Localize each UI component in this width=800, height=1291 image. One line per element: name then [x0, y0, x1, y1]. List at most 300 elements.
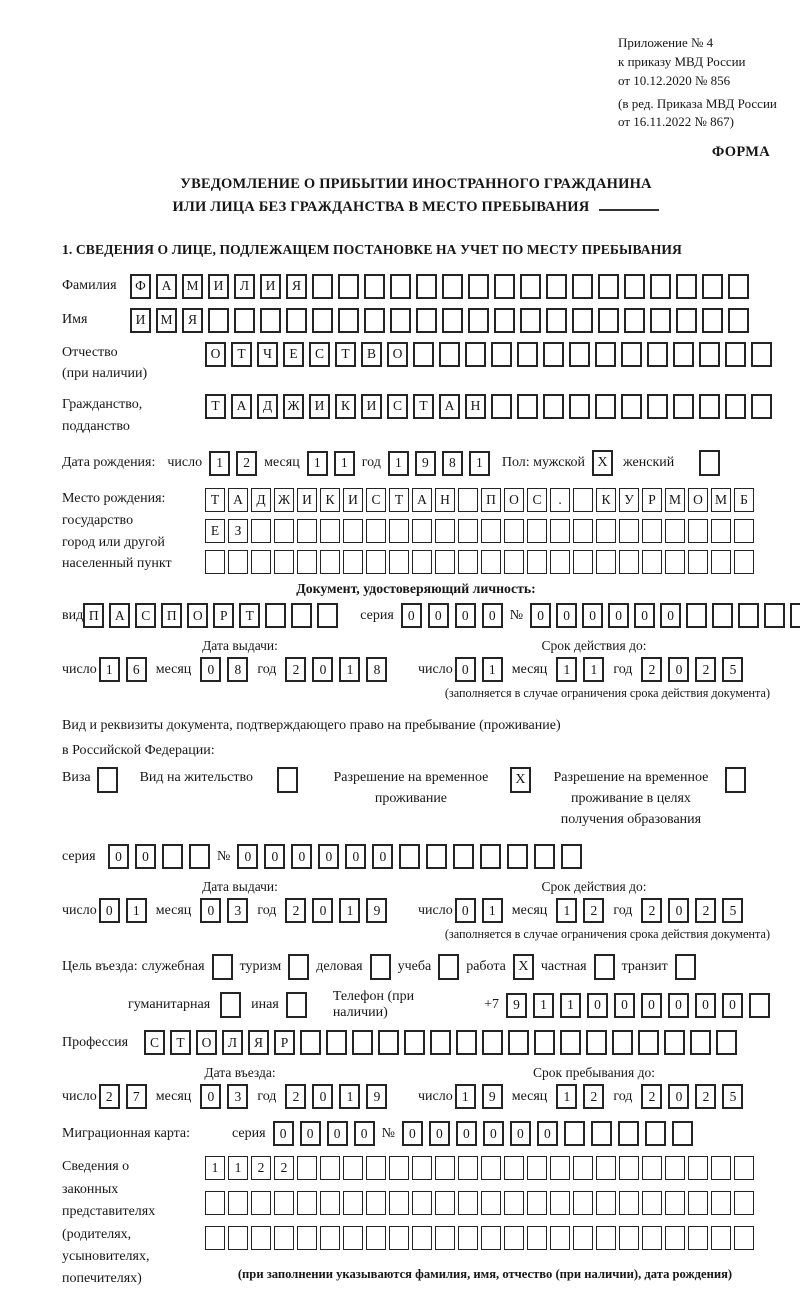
- char-box[interactable]: [734, 1156, 754, 1180]
- char-box[interactable]: Н: [465, 394, 486, 419]
- char-box[interactable]: 5: [722, 657, 743, 682]
- char-box[interactable]: [550, 550, 570, 574]
- char-box[interactable]: [404, 1030, 425, 1055]
- char-box[interactable]: [711, 519, 731, 543]
- char-box[interactable]: [619, 519, 639, 543]
- char-box[interactable]: 2: [99, 1084, 120, 1109]
- char-box[interactable]: [435, 550, 455, 574]
- char-box[interactable]: [162, 844, 183, 869]
- char-box[interactable]: [673, 394, 694, 419]
- char-box[interactable]: 0: [237, 844, 258, 869]
- char-box[interactable]: [650, 308, 671, 333]
- char-box[interactable]: [764, 603, 785, 628]
- char-box[interactable]: 0: [668, 898, 689, 923]
- char-box[interactable]: 9: [366, 898, 387, 923]
- char-box[interactable]: 2: [641, 657, 662, 682]
- char-box[interactable]: Д: [251, 488, 271, 512]
- char-box[interactable]: 1: [455, 1084, 476, 1109]
- char-box[interactable]: 1: [482, 657, 503, 682]
- char-box[interactable]: [527, 1226, 547, 1250]
- purpose-private-checkbox[interactable]: [594, 954, 615, 980]
- char-box[interactable]: [738, 603, 759, 628]
- char-box[interactable]: 0: [312, 657, 333, 682]
- char-box[interactable]: 1: [388, 451, 409, 476]
- char-box[interactable]: [702, 308, 723, 333]
- char-box[interactable]: [343, 519, 363, 543]
- char-box[interactable]: 0: [455, 898, 476, 923]
- char-box[interactable]: [573, 550, 593, 574]
- char-box[interactable]: С: [527, 488, 547, 512]
- char-box[interactable]: 2: [285, 898, 306, 923]
- char-box[interactable]: [504, 550, 524, 574]
- char-box[interactable]: [458, 519, 478, 543]
- temp-residence-checkbox[interactable]: X: [510, 767, 531, 793]
- char-box[interactable]: Т: [239, 603, 260, 628]
- char-box[interactable]: И: [208, 274, 229, 299]
- purpose-transit-checkbox[interactable]: [675, 954, 696, 980]
- char-box[interactable]: Ч: [257, 342, 278, 367]
- char-box[interactable]: А: [228, 488, 248, 512]
- char-box[interactable]: [430, 1030, 451, 1055]
- char-box[interactable]: [481, 1226, 501, 1250]
- char-box[interactable]: 1: [126, 898, 147, 923]
- char-box[interactable]: [527, 550, 547, 574]
- char-box[interactable]: [389, 519, 409, 543]
- char-box[interactable]: [751, 342, 772, 367]
- char-box[interactable]: 0: [135, 844, 156, 869]
- char-box[interactable]: И: [309, 394, 330, 419]
- char-box[interactable]: [573, 488, 593, 512]
- purpose-tourism-checkbox[interactable]: [288, 954, 309, 980]
- char-box[interactable]: К: [335, 394, 356, 419]
- char-box[interactable]: [596, 1226, 616, 1250]
- char-box[interactable]: 2: [641, 898, 662, 923]
- char-box[interactable]: [399, 844, 420, 869]
- char-box[interactable]: [205, 1226, 225, 1250]
- char-box[interactable]: 3: [227, 898, 248, 923]
- char-box[interactable]: [458, 550, 478, 574]
- char-box[interactable]: [595, 342, 616, 367]
- char-box[interactable]: [527, 1156, 547, 1180]
- char-box[interactable]: [573, 1226, 593, 1250]
- char-box[interactable]: [711, 1191, 731, 1215]
- char-box[interactable]: О: [387, 342, 408, 367]
- char-box[interactable]: 7: [126, 1084, 147, 1109]
- char-box[interactable]: А: [109, 603, 130, 628]
- purpose-study-checkbox[interactable]: [438, 954, 459, 980]
- char-box[interactable]: [734, 1191, 754, 1215]
- char-box[interactable]: [618, 1121, 639, 1146]
- char-box[interactable]: [389, 1226, 409, 1250]
- char-box[interactable]: Т: [335, 342, 356, 367]
- char-box[interactable]: [481, 1191, 501, 1215]
- char-box[interactable]: [598, 308, 619, 333]
- char-box[interactable]: [517, 394, 538, 419]
- char-box[interactable]: [711, 1226, 731, 1250]
- char-box[interactable]: 2: [274, 1156, 294, 1180]
- char-box[interactable]: С: [135, 603, 156, 628]
- char-box[interactable]: [228, 550, 248, 574]
- char-box[interactable]: С: [309, 342, 330, 367]
- char-box[interactable]: [638, 1030, 659, 1055]
- visa-checkbox[interactable]: [97, 767, 118, 793]
- char-box[interactable]: 0: [200, 1084, 221, 1109]
- char-box[interactable]: [251, 519, 271, 543]
- char-box[interactable]: [364, 308, 385, 333]
- char-box[interactable]: [572, 308, 593, 333]
- char-box[interactable]: 0: [530, 603, 551, 628]
- char-box[interactable]: 1: [228, 1156, 248, 1180]
- char-box[interactable]: [317, 603, 338, 628]
- char-box[interactable]: П: [161, 603, 182, 628]
- char-box[interactable]: [300, 1030, 321, 1055]
- char-box[interactable]: 0: [428, 603, 449, 628]
- char-box[interactable]: [504, 1156, 524, 1180]
- char-box[interactable]: [412, 1156, 432, 1180]
- char-box[interactable]: [435, 1226, 455, 1250]
- char-box[interactable]: [504, 1226, 524, 1250]
- char-box[interactable]: 1: [339, 898, 360, 923]
- char-box[interactable]: 5: [722, 898, 743, 923]
- char-box[interactable]: [596, 1156, 616, 1180]
- char-box[interactable]: [320, 1226, 340, 1250]
- char-box[interactable]: 1: [482, 898, 503, 923]
- char-box[interactable]: [642, 1226, 662, 1250]
- char-box[interactable]: [343, 1156, 363, 1180]
- purpose-official-checkbox[interactable]: [212, 954, 233, 980]
- char-box[interactable]: Я: [182, 308, 203, 333]
- char-box[interactable]: Т: [205, 488, 225, 512]
- char-box[interactable]: [297, 1226, 317, 1250]
- char-box[interactable]: В: [361, 342, 382, 367]
- char-box[interactable]: [619, 1226, 639, 1250]
- char-box[interactable]: [320, 1156, 340, 1180]
- char-box[interactable]: 0: [402, 1121, 423, 1146]
- char-box[interactable]: 0: [429, 1121, 450, 1146]
- char-box[interactable]: 0: [327, 1121, 348, 1146]
- purpose-other-checkbox[interactable]: [286, 992, 307, 1018]
- char-box[interactable]: 0: [318, 844, 339, 869]
- char-box[interactable]: [591, 1121, 612, 1146]
- char-box[interactable]: [504, 519, 524, 543]
- char-box[interactable]: 1: [556, 898, 577, 923]
- char-box[interactable]: [366, 1226, 386, 1250]
- char-box[interactable]: 0: [614, 993, 635, 1018]
- char-box[interactable]: [366, 519, 386, 543]
- sex-female-checkbox[interactable]: [699, 450, 720, 476]
- char-box[interactable]: 0: [482, 603, 503, 628]
- residence-permit-checkbox[interactable]: [277, 767, 298, 793]
- char-box[interactable]: 9: [415, 451, 436, 476]
- char-box[interactable]: [458, 1191, 478, 1215]
- char-box[interactable]: М: [182, 274, 203, 299]
- char-box[interactable]: 0: [345, 844, 366, 869]
- char-box[interactable]: Б: [734, 488, 754, 512]
- char-box[interactable]: [688, 1226, 708, 1250]
- char-box[interactable]: [234, 308, 255, 333]
- place-number-blank[interactable]: [599, 209, 659, 211]
- char-box[interactable]: 9: [482, 1084, 503, 1109]
- char-box[interactable]: [366, 1191, 386, 1215]
- char-box[interactable]: [297, 1156, 317, 1180]
- char-box[interactable]: [546, 308, 567, 333]
- char-box[interactable]: [711, 1156, 731, 1180]
- char-box[interactable]: 1: [583, 657, 604, 682]
- char-box[interactable]: [208, 308, 229, 333]
- char-box[interactable]: У: [619, 488, 639, 512]
- char-box[interactable]: [320, 550, 340, 574]
- char-box[interactable]: 5: [722, 1084, 743, 1109]
- char-box[interactable]: 0: [668, 993, 689, 1018]
- char-box[interactable]: 2: [583, 1084, 604, 1109]
- char-box[interactable]: Е: [205, 519, 225, 543]
- char-box[interactable]: [412, 519, 432, 543]
- char-box[interactable]: [481, 519, 501, 543]
- char-box[interactable]: [378, 1030, 399, 1055]
- char-box[interactable]: А: [412, 488, 432, 512]
- char-box[interactable]: 1: [307, 451, 328, 476]
- char-box[interactable]: 2: [695, 898, 716, 923]
- char-box[interactable]: [343, 1226, 363, 1250]
- char-box[interactable]: [642, 1191, 662, 1215]
- char-box[interactable]: [205, 550, 225, 574]
- char-box[interactable]: 8: [442, 451, 463, 476]
- char-box[interactable]: [676, 308, 697, 333]
- char-box[interactable]: Я: [286, 274, 307, 299]
- char-box[interactable]: [458, 1226, 478, 1250]
- char-box[interactable]: Ж: [283, 394, 304, 419]
- char-box[interactable]: [699, 394, 720, 419]
- char-box[interactable]: [366, 550, 386, 574]
- char-box[interactable]: [642, 519, 662, 543]
- char-box[interactable]: М: [665, 488, 685, 512]
- char-box[interactable]: [621, 394, 642, 419]
- char-box[interactable]: [297, 1191, 317, 1215]
- char-box[interactable]: 0: [99, 898, 120, 923]
- char-box[interactable]: Т: [389, 488, 409, 512]
- char-box[interactable]: [647, 394, 668, 419]
- char-box[interactable]: [749, 993, 770, 1018]
- char-box[interactable]: [725, 342, 746, 367]
- char-box[interactable]: [416, 274, 437, 299]
- char-box[interactable]: 0: [556, 603, 577, 628]
- char-box[interactable]: [688, 550, 708, 574]
- char-box[interactable]: И: [260, 274, 281, 299]
- char-box[interactable]: [645, 1121, 666, 1146]
- char-box[interactable]: 8: [227, 657, 248, 682]
- char-box[interactable]: 0: [660, 603, 681, 628]
- char-box[interactable]: Ф: [130, 274, 151, 299]
- char-box[interactable]: [458, 488, 478, 512]
- char-box[interactable]: [504, 1191, 524, 1215]
- char-box[interactable]: [596, 550, 616, 574]
- char-box[interactable]: [560, 1030, 581, 1055]
- char-box[interactable]: [712, 603, 733, 628]
- char-box[interactable]: [480, 844, 501, 869]
- char-box[interactable]: 6: [126, 657, 147, 682]
- char-box[interactable]: 0: [634, 603, 655, 628]
- char-box[interactable]: И: [297, 488, 317, 512]
- char-box[interactable]: 0: [354, 1121, 375, 1146]
- char-box[interactable]: 0: [722, 993, 743, 1018]
- char-box[interactable]: [228, 1191, 248, 1215]
- char-box[interactable]: [734, 519, 754, 543]
- char-box[interactable]: Т: [413, 394, 434, 419]
- char-box[interactable]: 2: [236, 451, 257, 476]
- char-box[interactable]: [728, 308, 749, 333]
- char-box[interactable]: [491, 394, 512, 419]
- char-box[interactable]: [458, 1156, 478, 1180]
- char-box[interactable]: [352, 1030, 373, 1055]
- char-box[interactable]: [494, 308, 515, 333]
- char-box[interactable]: [550, 519, 570, 543]
- char-box[interactable]: [312, 274, 333, 299]
- char-box[interactable]: 1: [339, 1084, 360, 1109]
- char-box[interactable]: [291, 603, 312, 628]
- char-box[interactable]: [508, 1030, 529, 1055]
- char-box[interactable]: А: [439, 394, 460, 419]
- char-box[interactable]: [274, 519, 294, 543]
- char-box[interactable]: [453, 844, 474, 869]
- char-box[interactable]: [543, 342, 564, 367]
- char-box[interactable]: [366, 1156, 386, 1180]
- char-box[interactable]: [412, 550, 432, 574]
- char-box[interactable]: [205, 1191, 225, 1215]
- char-box[interactable]: [550, 1226, 570, 1250]
- char-box[interactable]: [439, 342, 460, 367]
- char-box[interactable]: 0: [695, 993, 716, 1018]
- char-box[interactable]: [468, 274, 489, 299]
- char-box[interactable]: [468, 308, 489, 333]
- char-box[interactable]: [390, 274, 411, 299]
- char-box[interactable]: 0: [510, 1121, 531, 1146]
- char-box[interactable]: 0: [668, 1084, 689, 1109]
- char-box[interactable]: 0: [483, 1121, 504, 1146]
- char-box[interactable]: 1: [556, 657, 577, 682]
- char-box[interactable]: [621, 342, 642, 367]
- char-box[interactable]: [699, 342, 720, 367]
- char-box[interactable]: [494, 274, 515, 299]
- char-box[interactable]: [320, 519, 340, 543]
- char-box[interactable]: Н: [435, 488, 455, 512]
- char-box[interactable]: [650, 274, 671, 299]
- char-box[interactable]: [688, 1191, 708, 1215]
- char-box[interactable]: Т: [170, 1030, 191, 1055]
- char-box[interactable]: [596, 1191, 616, 1215]
- char-box[interactable]: 0: [455, 657, 476, 682]
- char-box[interactable]: [612, 1030, 633, 1055]
- char-box[interactable]: С: [144, 1030, 165, 1055]
- char-box[interactable]: Р: [642, 488, 662, 512]
- char-box[interactable]: 0: [608, 603, 629, 628]
- char-box[interactable]: 0: [456, 1121, 477, 1146]
- char-box[interactable]: [716, 1030, 737, 1055]
- char-box[interactable]: [442, 274, 463, 299]
- char-box[interactable]: 1: [469, 451, 490, 476]
- char-box[interactable]: Я: [248, 1030, 269, 1055]
- char-box[interactable]: [619, 1156, 639, 1180]
- purpose-humanitarian-checkbox[interactable]: [220, 992, 241, 1018]
- char-box[interactable]: [564, 1121, 585, 1146]
- char-box[interactable]: [286, 308, 307, 333]
- char-box[interactable]: [517, 342, 538, 367]
- char-box[interactable]: 0: [273, 1121, 294, 1146]
- char-box[interactable]: [573, 1191, 593, 1215]
- char-box[interactable]: 1: [99, 657, 120, 682]
- char-box[interactable]: Е: [283, 342, 304, 367]
- char-box[interactable]: [435, 519, 455, 543]
- char-box[interactable]: 2: [251, 1156, 271, 1180]
- char-box[interactable]: [751, 394, 772, 419]
- purpose-work-checkbox[interactable]: X: [513, 954, 534, 980]
- char-box[interactable]: Т: [231, 342, 252, 367]
- char-box[interactable]: Л: [234, 274, 255, 299]
- char-box[interactable]: [642, 1156, 662, 1180]
- char-box[interactable]: [573, 1156, 593, 1180]
- char-box[interactable]: [665, 1156, 685, 1180]
- char-box[interactable]: [251, 1226, 271, 1250]
- char-box[interactable]: 9: [506, 993, 527, 1018]
- char-box[interactable]: О: [196, 1030, 217, 1055]
- char-box[interactable]: [734, 550, 754, 574]
- char-box[interactable]: [702, 274, 723, 299]
- char-box[interactable]: [456, 1030, 477, 1055]
- char-box[interactable]: 2: [285, 1084, 306, 1109]
- char-box[interactable]: [274, 1226, 294, 1250]
- char-box[interactable]: [676, 274, 697, 299]
- sex-male-checkbox[interactable]: X: [592, 450, 613, 476]
- char-box[interactable]: З: [228, 519, 248, 543]
- char-box[interactable]: О: [187, 603, 208, 628]
- char-box[interactable]: [481, 550, 501, 574]
- char-box[interactable]: [251, 550, 271, 574]
- char-box[interactable]: [595, 394, 616, 419]
- char-box[interactable]: А: [231, 394, 252, 419]
- char-box[interactable]: [520, 308, 541, 333]
- char-box[interactable]: 1: [533, 993, 554, 1018]
- char-box[interactable]: 0: [668, 657, 689, 682]
- char-box[interactable]: 0: [455, 603, 476, 628]
- char-box[interactable]: [343, 550, 363, 574]
- char-box[interactable]: [435, 1156, 455, 1180]
- char-box[interactable]: [390, 308, 411, 333]
- char-box[interactable]: 0: [401, 603, 422, 628]
- char-box[interactable]: 1: [560, 993, 581, 1018]
- char-box[interactable]: М: [711, 488, 731, 512]
- char-box[interactable]: [561, 844, 582, 869]
- char-box[interactable]: [389, 1156, 409, 1180]
- char-box[interactable]: [690, 1030, 711, 1055]
- char-box[interactable]: [251, 1191, 271, 1215]
- char-box[interactable]: 2: [641, 1084, 662, 1109]
- purpose-business-checkbox[interactable]: [370, 954, 391, 980]
- char-box[interactable]: [734, 1226, 754, 1250]
- char-box[interactable]: 0: [291, 844, 312, 869]
- char-box[interactable]: [688, 1156, 708, 1180]
- char-box[interactable]: [790, 603, 800, 628]
- char-box[interactable]: 0: [582, 603, 603, 628]
- char-box[interactable]: П: [83, 603, 104, 628]
- char-box[interactable]: [491, 342, 512, 367]
- char-box[interactable]: [228, 1226, 248, 1250]
- char-box[interactable]: [507, 844, 528, 869]
- char-box[interactable]: [664, 1030, 685, 1055]
- char-box[interactable]: [586, 1030, 607, 1055]
- char-box[interactable]: [274, 1191, 294, 1215]
- char-box[interactable]: [189, 844, 210, 869]
- char-box[interactable]: 0: [200, 657, 221, 682]
- char-box[interactable]: [596, 519, 616, 543]
